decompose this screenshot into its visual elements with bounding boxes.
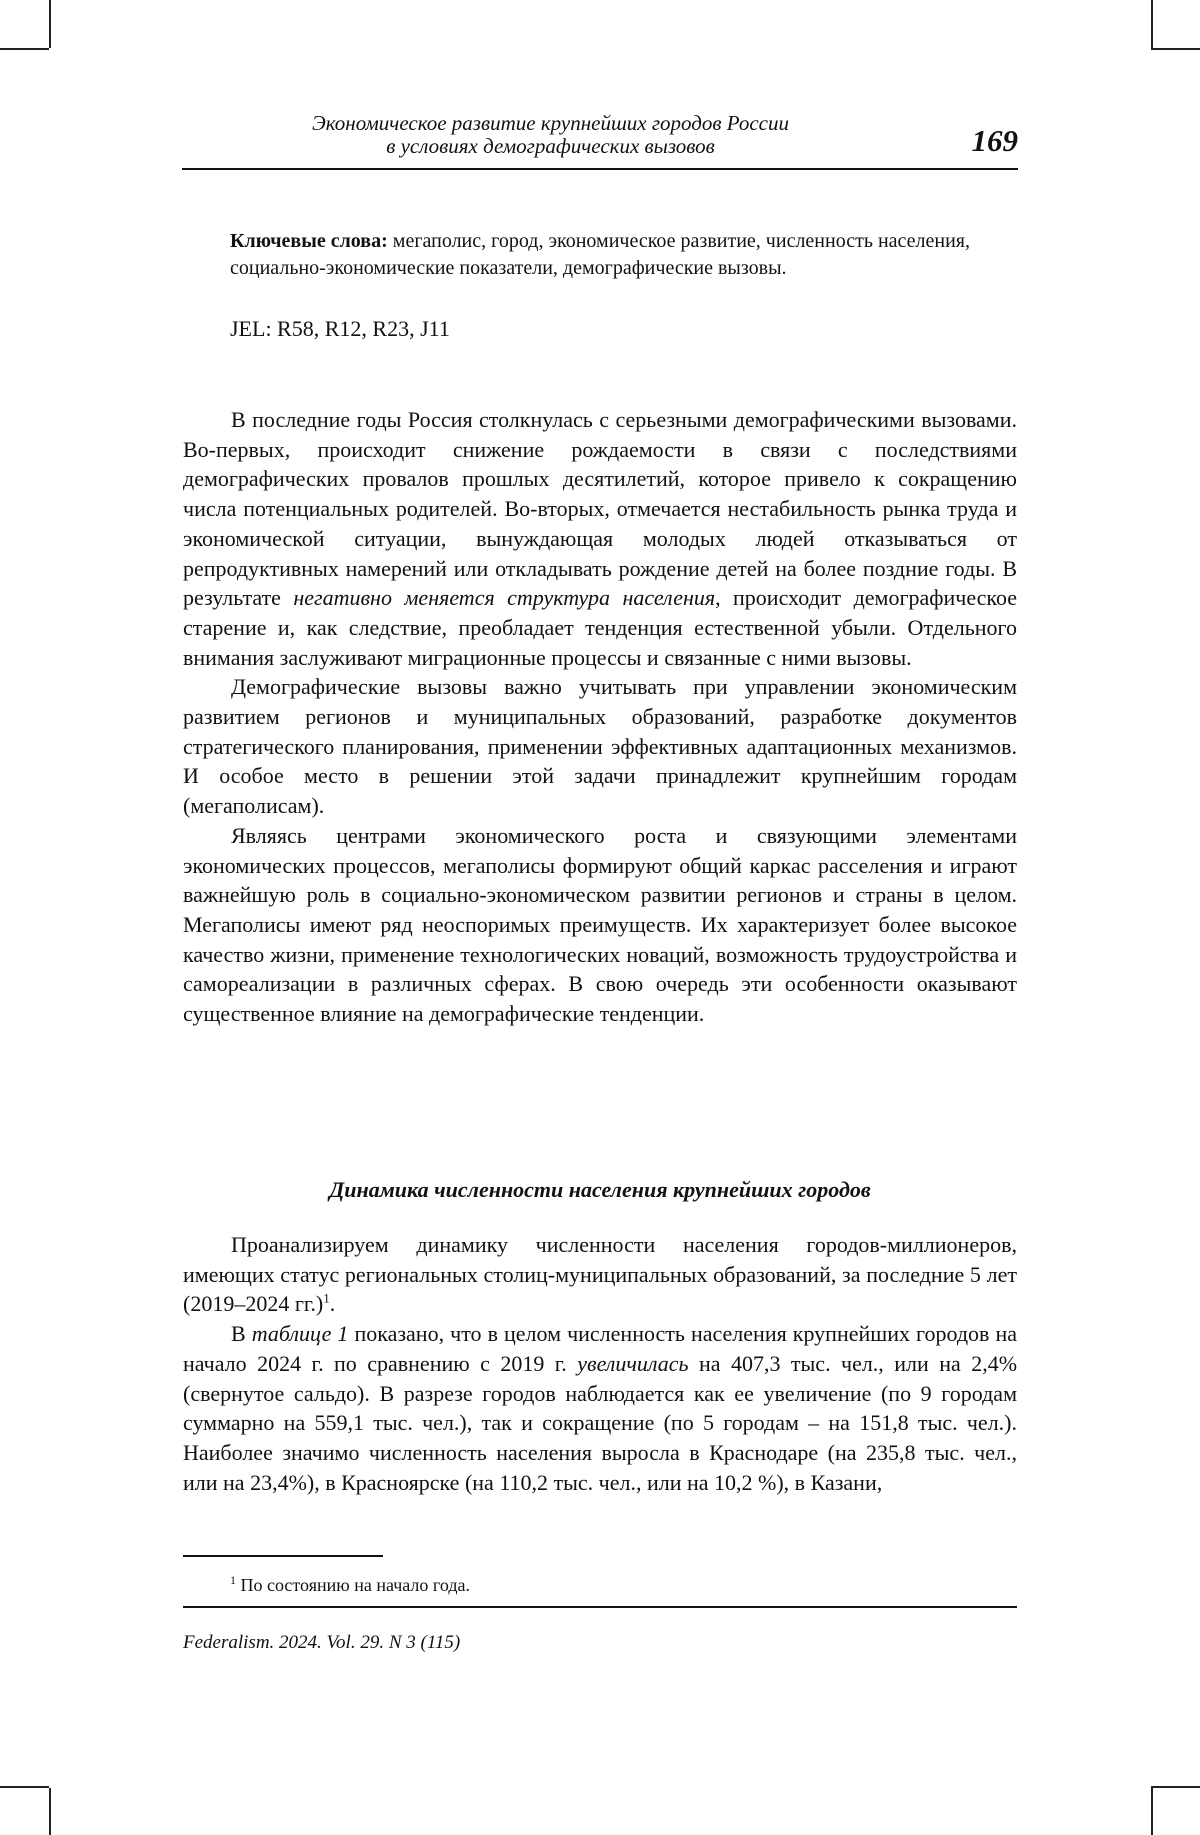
crop-mark-top-right-h	[1151, 48, 1200, 50]
paragraph-1-end: , происходит демографическое старение и, как следствие, преобладает тенденция естественной убыли. Отдельного внимания заслуживают миграционные процессы и связанные с ними вызовы.	[183, 585, 1017, 669]
paragraph-5-c: на 407,3 тыс. чел., или на 2,4% (свернутое сальдо). В разрезе городов наблюдается как ее увеличение (по 9 городам суммарно на 559,1 тыс. чел.), так и сокращение (по 5 городам – на 151,8 тыс. чел.). Наиболее значимо численность населения выросла в Краснодаре (на 235,8 тыс. чел., или на 23,4%), в Красноярске (на 110,2 тыс. чел., или на 10,2 %), в Казани,	[183, 1351, 1017, 1495]
footnote-number: 1	[230, 1573, 236, 1587]
crop-mark-top-left-v	[49, 0, 51, 48]
footnote-rule	[183, 1555, 383, 1557]
footnote-text: По состоянию на начало года.	[241, 1575, 470, 1595]
crop-mark-top-right-v	[1151, 0, 1153, 48]
table-reference: таблице 1	[252, 1321, 349, 1346]
body-text-block-1	[183, 405, 1017, 1029]
body-text-block-2	[183, 1230, 1017, 1497]
paragraph-1	[183, 405, 1017, 672]
running-header-title	[182, 112, 919, 158]
footnote-reference[interactable]: 1	[323, 1291, 330, 1306]
paragraph-4	[183, 1230, 1017, 1319]
paragraph-4-end: .	[330, 1291, 336, 1316]
footnote	[230, 1568, 470, 1597]
crop-mark-bottom-left-v	[49, 1788, 51, 1835]
paragraph-5	[183, 1319, 1017, 1497]
crop-mark-bottom-left-h	[0, 1786, 49, 1788]
crop-mark-top-left-h	[0, 48, 49, 50]
jel-codes: JEL: R58, R12, R23, J11	[230, 314, 450, 344]
header-title-line-1: Экономическое развитие крупнейших городов России	[182, 112, 919, 135]
page-number: 169	[972, 124, 1019, 158]
crop-mark-bottom-right-h	[1151, 1786, 1200, 1788]
journal-footer: Federalism. 2024. Vol. 29. N 3 (115)	[183, 1631, 460, 1655]
keywords-block	[230, 228, 970, 282]
running-header	[182, 110, 1018, 170]
keywords-label: Ключевые слова:	[230, 230, 388, 252]
paragraph-5-b: показано, что в целом численность населения крупнейших городов на начало 2024 г. по сравнению с 2019 г.	[183, 1321, 1017, 1376]
crop-mark-bottom-right-v	[1151, 1788, 1153, 1835]
paragraph-5-a: В	[231, 1321, 246, 1346]
paragraph-5-emphasis: увеличилась	[577, 1351, 688, 1376]
section-heading: Динамика численности населения крупнейших городов	[183, 1176, 1017, 1204]
paragraph-3: Являясь центрами экономического роста и связующими элементами экономических процессов, мегаполисы формируют общий каркас расселения и играют важнейшую роль в социально-экономическом развитии регионов и страны в целом. Мегаполисы имеют ряд неоспоримых преимуществ. Их характеризует более высокое качество жизни, применение технологических новаций, возможность трудоустройства и самореализации в различных сферах. В свою очередь эти особенности оказывают существенное влияние на демографические тенденции.	[183, 821, 1017, 1029]
paragraph-4-text: Проанализируем динамику численности населения городов-миллионеров, имеющих статус региональных столиц-муниципальных образований, за последние 5 лет (2019–2024 гг.)	[183, 1232, 1017, 1316]
footer-rule	[183, 1606, 1017, 1608]
keywords-text: мегаполис, город, экономическое развитие, численность населения, социально-экономические показатели, демографические вызовы.	[230, 230, 970, 279]
paragraph-2: Демографические вызовы важно учитывать при управлении экономическим развитием регионов и муниципальных образований, разработке документов стратегического планирования, применении эффективных адаптационных механизмов. И особое место в решении этой задачи принадлежит крупнейшим городам (мегаполисам).	[183, 672, 1017, 821]
paragraph-1-start: В последние годы Россия столкнулась с серьезными демографическими вызовами. Во-первых, происходит снижение рождаемости в связи с последствиями демографических провалов прошлых десятилетий, которое привело к сокращению числа потенциальных родителей. Во-вторых, отмечается нестабильность рынка труда и экономической ситуации, вынуждающая молодых людей отказываться от репродуктивных намерений или откладывать рождение детей на более поздние годы. В результате	[183, 407, 1017, 610]
paragraph-1-emphasis: негативно меняется структура населения	[293, 585, 715, 610]
header-title-line-2: в условиях демографических вызовов	[182, 135, 919, 158]
